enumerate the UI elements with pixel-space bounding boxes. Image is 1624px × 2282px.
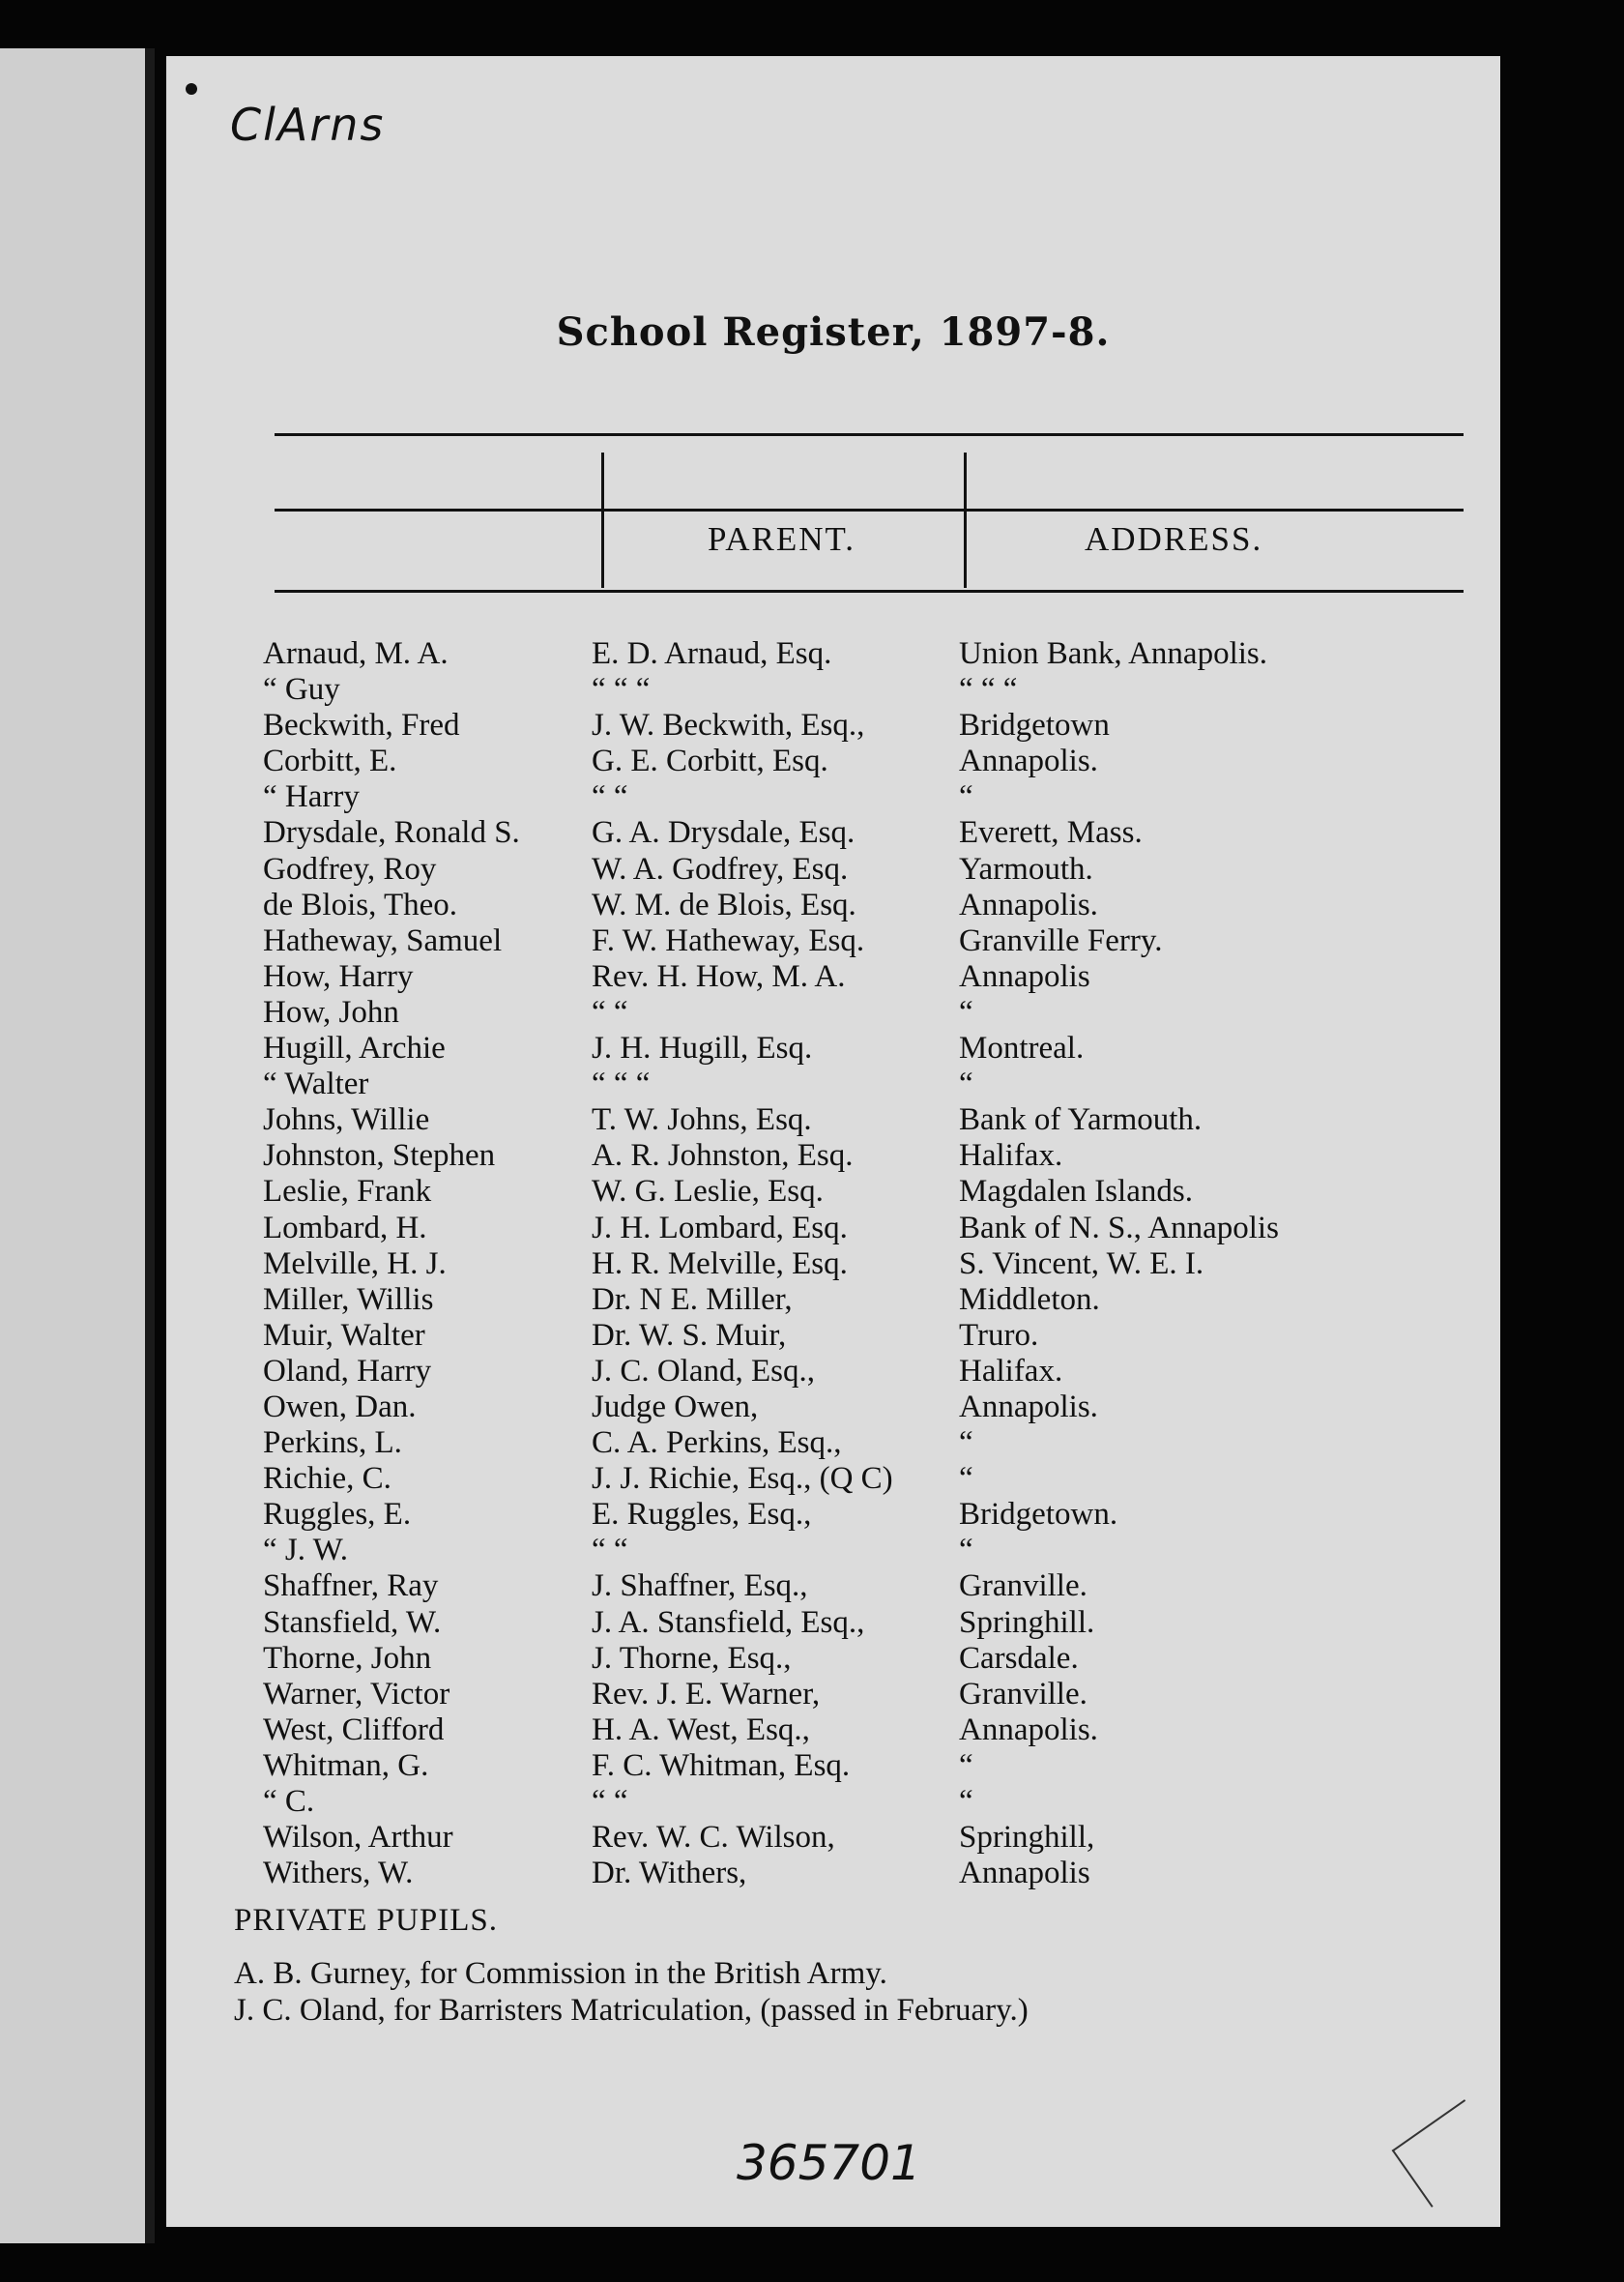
table-row bbox=[166, 1282, 1500, 1318]
table-row bbox=[166, 1318, 1500, 1354]
parent-name: J. W. Beckwith, Esq., bbox=[592, 708, 865, 744]
table-row bbox=[166, 959, 1500, 995]
header-address: ADDRESS. bbox=[1085, 520, 1263, 558]
private-pupil-note: J. C. Oland, for Barristers Matriculation, (passed in February.) bbox=[234, 1993, 1029, 2028]
table-row bbox=[166, 1820, 1500, 1856]
parent-name: W. G. Leslie, Esq. bbox=[592, 1174, 824, 1210]
table-row bbox=[166, 1748, 1500, 1784]
address-cell: “ bbox=[959, 1067, 973, 1102]
table-row bbox=[166, 1246, 1500, 1282]
table-row bbox=[166, 708, 1500, 744]
pupil-name: Ruggles, E. bbox=[263, 1497, 412, 1533]
column-divider-2 bbox=[964, 453, 967, 588]
address-cell: Everett, Mass. bbox=[959, 815, 1143, 851]
table-row bbox=[166, 1533, 1500, 1568]
pupil-name: Stansfield, W. bbox=[263, 1604, 442, 1640]
parent-name: Rev. J. E. Warner, bbox=[592, 1676, 821, 1712]
parent-name: J. A. Stansfield, Esq., bbox=[592, 1604, 865, 1640]
address-cell: Annapolis. bbox=[959, 887, 1098, 922]
pupil-name: Melville, H. J. bbox=[263, 1245, 447, 1281]
table-row bbox=[166, 1677, 1500, 1712]
parent-name: “ “ “ bbox=[592, 672, 651, 708]
table-row bbox=[166, 1174, 1500, 1210]
pupil-name: “ Walter bbox=[263, 1067, 369, 1102]
address-cell: Union Bank, Annapolis. bbox=[959, 636, 1267, 671]
address-cell: “ bbox=[959, 1533, 973, 1568]
address-cell: “ bbox=[959, 1784, 973, 1819]
pupil-name: Shaffner, Ray bbox=[263, 1568, 439, 1604]
pupil-name: Muir, Walter bbox=[263, 1317, 425, 1353]
pupil-name: Thorne, John bbox=[263, 1640, 432, 1676]
table-row bbox=[166, 852, 1500, 888]
parent-name: J. H. Lombard, Esq. bbox=[592, 1210, 848, 1245]
parent-name: H. A. West, Esq., bbox=[592, 1712, 810, 1747]
address-cell: Truro. bbox=[959, 1317, 1039, 1353]
header-mid-rule bbox=[275, 509, 1464, 512]
parent-name: J. Thorne, Esq., bbox=[592, 1640, 792, 1676]
pupil-name: Hatheway, Samuel bbox=[263, 922, 503, 958]
pupil-name: Arnaud, M. A. bbox=[263, 636, 449, 671]
pupil-name: Miller, Willis bbox=[263, 1281, 434, 1317]
pupil-name: “ J. W. bbox=[263, 1533, 349, 1568]
table-row bbox=[166, 1856, 1500, 1891]
page-title: School Register, 1897-8. bbox=[556, 309, 1111, 355]
address-cell: Granville Ferry. bbox=[959, 922, 1163, 958]
pupil-name: Warner, Victor bbox=[263, 1676, 450, 1712]
table-row bbox=[166, 1354, 1500, 1390]
table-row bbox=[166, 1568, 1500, 1604]
parent-name: A. R. Johnston, Esq. bbox=[592, 1138, 854, 1174]
table-row bbox=[166, 1641, 1500, 1677]
address-cell: Magdalen Islands. bbox=[959, 1174, 1193, 1210]
address-cell: Bridgetown bbox=[959, 708, 1110, 744]
private-pupil-note: A. B. Gurney, for Commission in the British Army. bbox=[234, 1956, 887, 1991]
address-cell: Annapolis. bbox=[959, 1712, 1098, 1747]
pupil-name: Hugill, Archie bbox=[263, 1031, 446, 1067]
pupil-name: Johnston, Stephen bbox=[263, 1138, 496, 1174]
table-row bbox=[166, 744, 1500, 779]
pupil-name: de Blois, Theo. bbox=[263, 887, 458, 922]
pupil-name: How, Harry bbox=[263, 958, 414, 994]
address-cell: Bridgetown. bbox=[959, 1497, 1118, 1533]
pupil-name: Leslie, Frank bbox=[263, 1174, 432, 1210]
table-row bbox=[166, 815, 1500, 851]
address-cell: Annapolis. bbox=[959, 1389, 1098, 1424]
table-row bbox=[166, 1425, 1500, 1461]
table-row bbox=[166, 1211, 1500, 1246]
page-corner-fold bbox=[1392, 2099, 1505, 2208]
ink-dot bbox=[186, 83, 197, 95]
parent-name: “ “ bbox=[592, 994, 628, 1030]
pupil-name: Whitman, G. bbox=[263, 1747, 429, 1783]
table-row bbox=[166, 1461, 1500, 1497]
address-cell: Annapolis bbox=[959, 1856, 1090, 1891]
parent-name: Dr. N E. Miller, bbox=[592, 1281, 793, 1317]
pupil-name: “ Harry bbox=[263, 779, 360, 815]
parent-name: “ “ “ bbox=[592, 1067, 651, 1102]
address-cell: Halifax. bbox=[959, 1138, 1063, 1174]
pupil-name: “ C. bbox=[263, 1784, 315, 1819]
table-row bbox=[166, 1784, 1500, 1820]
parent-name: E. D. Arnaud, Esq. bbox=[592, 636, 832, 671]
pupil-name: How, John bbox=[263, 994, 399, 1030]
pupil-name: Lombard, H. bbox=[263, 1210, 427, 1245]
handwritten-catalog-number: 365701 bbox=[737, 2135, 921, 2191]
parent-name: “ “ bbox=[592, 779, 628, 815]
address-cell: Granville. bbox=[959, 1568, 1088, 1604]
parent-name: Dr. Withers, bbox=[592, 1856, 747, 1891]
table-row bbox=[166, 1390, 1500, 1425]
address-cell: S. Vincent, W. E. I. bbox=[959, 1245, 1204, 1281]
parent-name: H. R. Melville, Esq. bbox=[592, 1245, 848, 1281]
pupil-name: Godfrey, Roy bbox=[263, 851, 437, 887]
table-row bbox=[166, 636, 1500, 672]
adjacent-page bbox=[0, 48, 155, 2243]
parent-name: T. W. Johns, Esq. bbox=[592, 1102, 812, 1138]
parent-name: J. J. Richie, Esq., (Q C) bbox=[592, 1461, 893, 1497]
address-cell: “ bbox=[959, 994, 973, 1030]
parent-name: F. W. Hatheway, Esq. bbox=[592, 922, 865, 958]
private-pupils-heading: PRIVATE PUPILS. bbox=[234, 1903, 498, 1938]
pupil-name: Wilson, Arthur bbox=[263, 1820, 453, 1856]
parent-name: W. A. Godfrey, Esq. bbox=[592, 851, 849, 887]
header-top-rule bbox=[275, 433, 1464, 436]
pupil-name: Oland, Harry bbox=[263, 1353, 432, 1389]
table-row bbox=[166, 1497, 1500, 1533]
parent-name: C. A. Perkins, Esq., bbox=[592, 1425, 842, 1461]
address-cell: “ bbox=[959, 1461, 973, 1497]
pupil-name: West, Clifford bbox=[263, 1712, 445, 1747]
table-row bbox=[166, 1138, 1500, 1174]
address-cell: Middleton. bbox=[959, 1281, 1100, 1317]
table-row bbox=[166, 923, 1500, 959]
address-cell: Annapolis. bbox=[959, 744, 1098, 779]
address-cell: Granville. bbox=[959, 1676, 1088, 1712]
pupil-name: Perkins, L. bbox=[263, 1425, 402, 1461]
parent-name: G. A. Drysdale, Esq. bbox=[592, 815, 856, 851]
address-cell: Halifax. bbox=[959, 1353, 1063, 1389]
table-row bbox=[166, 1712, 1500, 1748]
table-row bbox=[166, 1031, 1500, 1067]
address-cell: “ bbox=[959, 1425, 973, 1461]
pupil-name: Withers, W. bbox=[263, 1856, 414, 1891]
parent-name: “ “ bbox=[592, 1784, 628, 1819]
header-parent: PARENT. bbox=[708, 520, 856, 558]
table-row bbox=[166, 1102, 1500, 1138]
register-rows bbox=[166, 636, 1500, 1891]
table-row bbox=[166, 1067, 1500, 1102]
column-divider-1 bbox=[601, 453, 604, 588]
parent-name: Rev. H. How, M. A. bbox=[592, 958, 846, 994]
parent-name: J. H. Hugill, Esq. bbox=[592, 1031, 813, 1067]
address-cell: “ bbox=[959, 1747, 973, 1783]
table-row bbox=[166, 995, 1500, 1031]
parent-name: E. Ruggles, Esq., bbox=[592, 1497, 812, 1533]
book-gutter bbox=[145, 48, 155, 2243]
pupil-name: Richie, C. bbox=[263, 1461, 392, 1497]
address-cell: Yarmouth. bbox=[959, 851, 1093, 887]
pupil-name: Drysdale, Ronald S. bbox=[263, 815, 520, 851]
pupil-name: Beckwith, Fred bbox=[263, 708, 460, 744]
table-row bbox=[166, 888, 1500, 923]
address-cell: “ “ “ bbox=[959, 672, 1018, 708]
pupil-name: Corbitt, E. bbox=[263, 744, 397, 779]
address-cell: Carsdale. bbox=[959, 1640, 1079, 1676]
pupil-name: Johns, Willie bbox=[263, 1102, 430, 1138]
parent-name: “ “ bbox=[592, 1533, 628, 1568]
parent-name: W. M. de Blois, Esq. bbox=[592, 887, 856, 922]
header-bottom-rule bbox=[275, 590, 1464, 593]
parent-name: J. Shaffner, Esq., bbox=[592, 1568, 808, 1604]
handwritten-annotation: ClArns bbox=[230, 99, 386, 151]
parent-name: Dr. W. S. Muir, bbox=[592, 1317, 787, 1353]
table-row bbox=[166, 779, 1500, 815]
parent-name: G. E. Corbitt, Esq. bbox=[592, 744, 828, 779]
parent-name: Rev. W. C. Wilson, bbox=[592, 1820, 835, 1856]
table-row bbox=[166, 1605, 1500, 1641]
pupil-name: “ Guy bbox=[263, 672, 340, 708]
table-row bbox=[166, 672, 1500, 708]
address-cell: “ bbox=[959, 779, 973, 815]
address-cell: Springhill. bbox=[959, 1604, 1095, 1640]
register-page bbox=[166, 56, 1500, 2227]
parent-name: Judge Owen, bbox=[592, 1389, 759, 1424]
address-cell: Bank of N. S., Annapolis bbox=[959, 1210, 1279, 1245]
address-cell: Bank of Yarmouth. bbox=[959, 1102, 1203, 1138]
address-cell: Montreal. bbox=[959, 1031, 1085, 1067]
address-cell: Annapolis bbox=[959, 958, 1090, 994]
parent-name: F. C. Whitman, Esq. bbox=[592, 1747, 851, 1783]
parent-name: J. C. Oland, Esq., bbox=[592, 1353, 815, 1389]
address-cell: Springhill, bbox=[959, 1820, 1095, 1856]
pupil-name: Owen, Dan. bbox=[263, 1389, 417, 1424]
